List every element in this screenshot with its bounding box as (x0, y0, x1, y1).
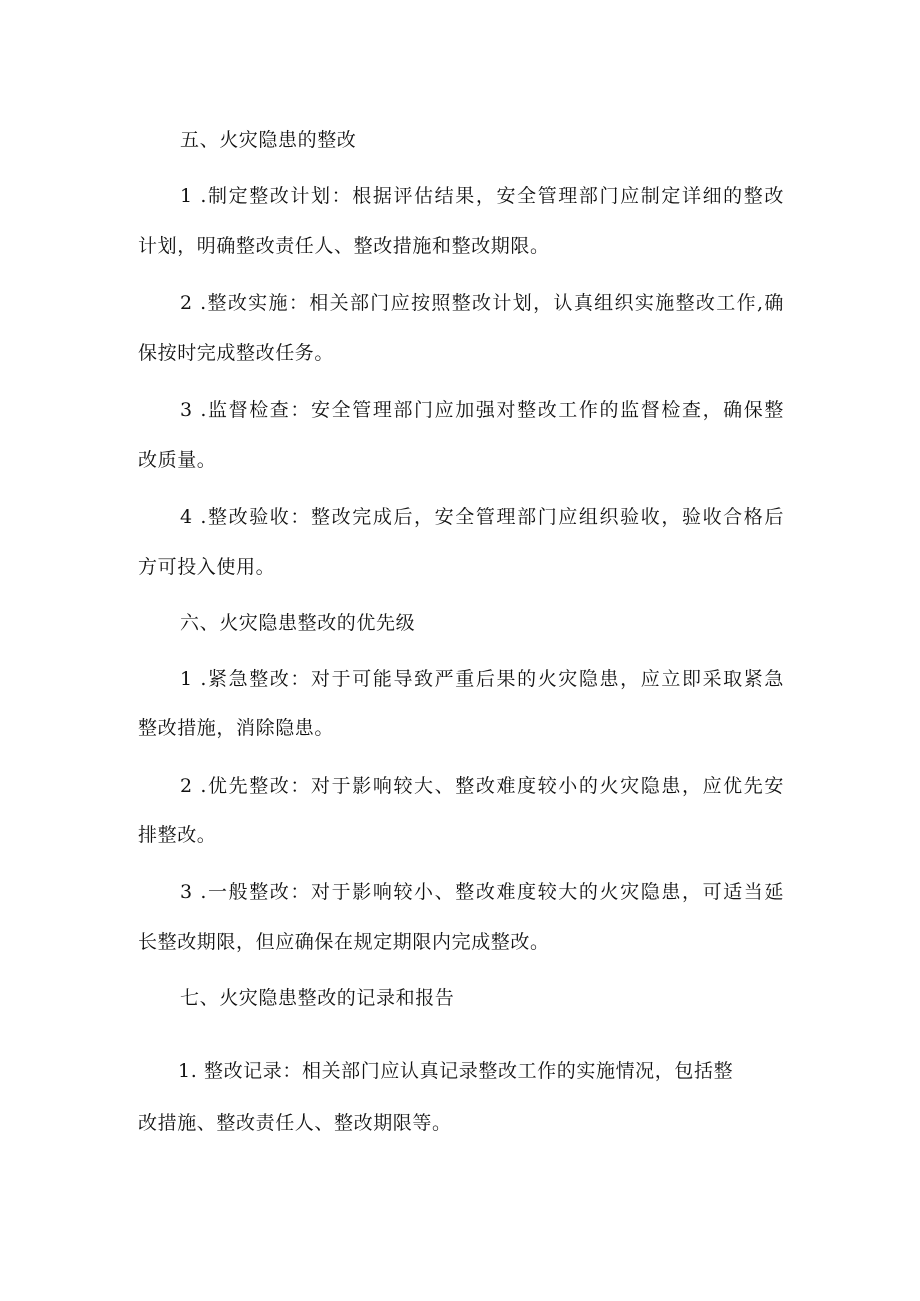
section-5-item-1-line-1: 1 .制定整改计划：根据评估结果，安全管理部门应制定详细的整改 (180, 185, 784, 207)
section-6-heading: 六、火灾隐患整改的优先级 (180, 612, 416, 634)
section-6-item-2-line-1: 2 .优先整改：对于影响较大、整改难度较小的火灾隐患，应优先安 (180, 775, 784, 797)
section-5-item-1-line-2: 计划，明确整改责任人、整改措施和整改期限。 (138, 235, 550, 257)
section-5-item-3-line-1: 3 .监督检查：安全管理部门应加强对整改工作的监督检查，确保整 (180, 399, 784, 421)
section-5-item-4-line-1: 4 .整改验收：整改完成后，安全管理部门应组织验收，验收合格后 (180, 506, 784, 528)
section-5-item-3-line-2: 改质量。 (138, 449, 217, 471)
section-6-item-1-line-2: 整改措施，消除隐患。 (138, 717, 335, 739)
section-5-heading: 五、火灾隐患的整改 (180, 129, 357, 151)
section-7-item-1-line-1: 1. 整改记录：相关部门应认真记录整改工作的实施情况，包括整 (178, 1060, 734, 1082)
section-7-item-1-line-2: 改措施、整改责任人、整改期限等。 (138, 1112, 452, 1134)
section-6-item-3-line-1: 3 .一般整改：对于影响较小、整改难度较大的火灾隐患，可适当延 (180, 881, 784, 903)
section-6-item-3-line-2: 长整改期限，但应确保在规定期限内完成整改。 (138, 931, 550, 953)
section-5-item-4-line-2: 方可投入使用。 (138, 556, 276, 578)
section-5-item-2-line-1: 2 .整改实施：相关部门应按照整改计划，认真组织实施整改工作,确 (180, 292, 784, 314)
section-6-item-1-line-1: 1 .紧急整改：对于可能导致严重后果的火灾隐患，应立即采取紧急 (180, 668, 784, 690)
section-7-heading: 七、火灾隐患整改的记录和报告 (180, 987, 455, 1009)
section-5-item-2-line-2: 保按时完成整改任务。 (138, 342, 335, 364)
section-6-item-2-line-2: 排整改。 (138, 824, 217, 846)
